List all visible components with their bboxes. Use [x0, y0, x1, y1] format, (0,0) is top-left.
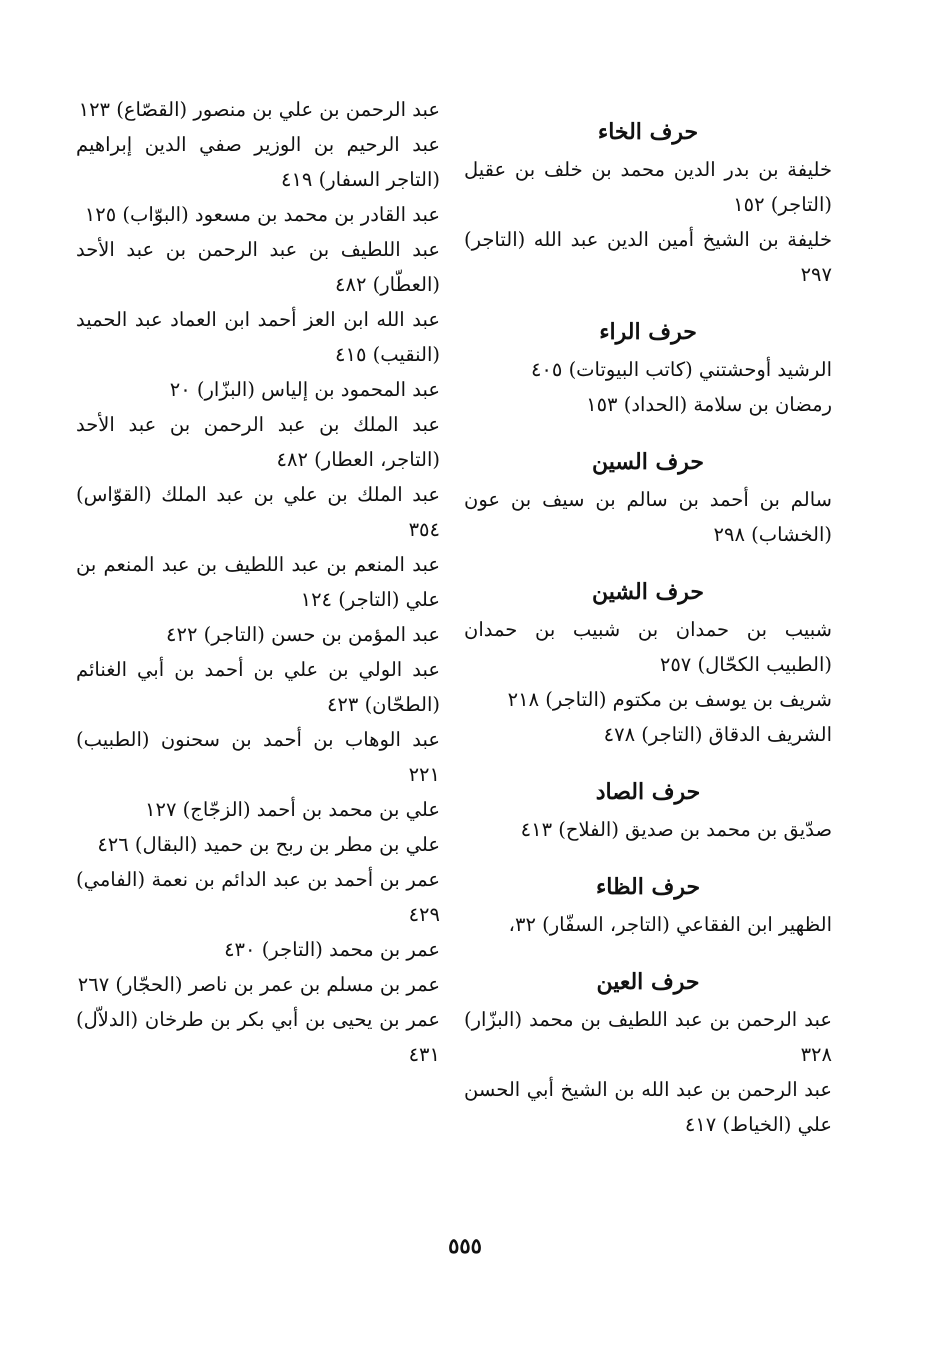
- index-entry: عبد الولي بن علي بن أحمد بن أبي الغنائم (الطحّان) ٤٢٣: [76, 658, 440, 716]
- index-entry: الظهير ابن الفقاعي (التاجر، السفّار) ٣٢،: [508, 913, 832, 936]
- index-entry: عبد الملك بن عبد الرحمن بن عبد الأحد (التاجر، العطار) ٤٨٢: [76, 413, 440, 471]
- section-sin: [464, 442, 832, 552]
- index-entry: عمر بن أحمد بن عبد الدائم بن نعمة (الفامي) ٤٢٩: [76, 868, 440, 926]
- section-heading: حرف الخاء: [597, 119, 699, 145]
- index-entry: عبد الوهاب بن أحمد بن سحنون (الطبيب) ٢٢١: [76, 728, 440, 786]
- index-entry: رمضان بن سلامة (الحداد) ١٥٣: [586, 393, 832, 416]
- index-entry: شبيب بن حمدان بن شبيب بن حمدان (الطبيب الكحّال) ٢٥٧: [464, 618, 832, 676]
- index-entry: عمر بن محمد (التاجر) ٤٣٠: [224, 938, 440, 961]
- index-entry: عبد المحمود بن إلياس (البزّار) ٢٠: [169, 378, 440, 401]
- right-column: [464, 112, 832, 1162]
- section-heading: حرف الظاء: [595, 874, 701, 900]
- index-entry: عمر بن مسلم بن عمر بن ناصر (الحجّار) ٢٦٧: [77, 973, 440, 996]
- index-entry: عبد القادر بن محمد بن مسعود (البوّاب) ١٢٥: [84, 203, 440, 226]
- index-entry: عمر بن يحيى بن أبي بكر بن طرخان (الدلاّل) ٤٣١: [76, 1008, 440, 1066]
- index-entry: خليفة بن الشيخ أمين الدين عبد الله (التاجر) ٢٩٧: [464, 228, 832, 286]
- index-entry: صدّيق بن محمد بن صديق (الفلاح) ٤١٣: [520, 818, 832, 841]
- index-entry: عبد اللطيف بن عبد الرحمن بن عبد الأحد (العطّار) ٤٨٢: [76, 238, 440, 296]
- index-entry: الشريف الدقاق (التاجر) ٤٧٨: [603, 723, 832, 746]
- index-entry: علي بن محمد بن أحمد (الزجّاج) ١٢٧: [145, 798, 440, 821]
- index-entry: عبد المنعم بن عبد اللطيف بن عبد المنعم بن علي (التاجر) ١٢٤: [76, 553, 440, 611]
- section-heading: حرف الراء: [599, 319, 697, 345]
- index-entry: علي بن مطر بن ربح بن حميد (البقال) ٤٢٦: [97, 833, 440, 856]
- index-entry: عبد المؤمن بن حسن (التاجر) ٤٢٢: [166, 623, 440, 646]
- index-entry: عبد الله ابن العز أحمد ابن العماد عبد الحميد (النقيب) ٤١٥: [76, 308, 440, 366]
- section-heading: حرف الشين: [591, 579, 705, 605]
- index-entry: الرشيد أوحشتني (كاتب البيوتات) ٤٠٥: [530, 358, 832, 381]
- section-shin: [464, 572, 832, 752]
- section-heading: حرف العين: [596, 969, 700, 995]
- section-heading: حرف الصاد: [595, 779, 701, 805]
- index-entry: عبد الرحمن بن عبد اللطيف بن محمد (البزّار) ٣٢٨: [464, 1008, 832, 1066]
- index-entry: خليفة بن بدر الدين محمد بن خلف بن عقيل (التاجر) ١٥٢: [464, 158, 832, 216]
- index-entry: سالم بن أحمد بن سالم بن سيف بن عون (الخشاب) ٢٩٨: [464, 488, 832, 546]
- section-za: [464, 867, 832, 942]
- section-heading: حرف السين: [591, 449, 705, 475]
- section-ain: [464, 962, 832, 1142]
- index-entry: عبد الرحيم بن الوزير صفي الدين إبراهيم (التاجر السفار) ٤١٩: [76, 133, 440, 191]
- index-entry: عبد الرحمن بن عبد الله بن الشيخ أبي الحسن علي (الخياط) ٤١٧: [464, 1078, 832, 1136]
- index-entry: عبد الرحمن بن علي بن منصور (القصّاع) ١٢٣: [78, 98, 440, 121]
- section-sad: [464, 772, 832, 847]
- index-entry: شريف بن يوسف بن مكتوم (التاجر) ٢١٨: [507, 688, 832, 711]
- index-entry: عبد الملك بن علي بن عبد الملك (القوّاس) ٣٥٤: [76, 483, 440, 541]
- section-kha: [464, 112, 832, 292]
- page-number: ٥٥٥: [448, 1233, 482, 1258]
- left-column: [76, 92, 440, 1072]
- section-ra: [464, 312, 832, 422]
